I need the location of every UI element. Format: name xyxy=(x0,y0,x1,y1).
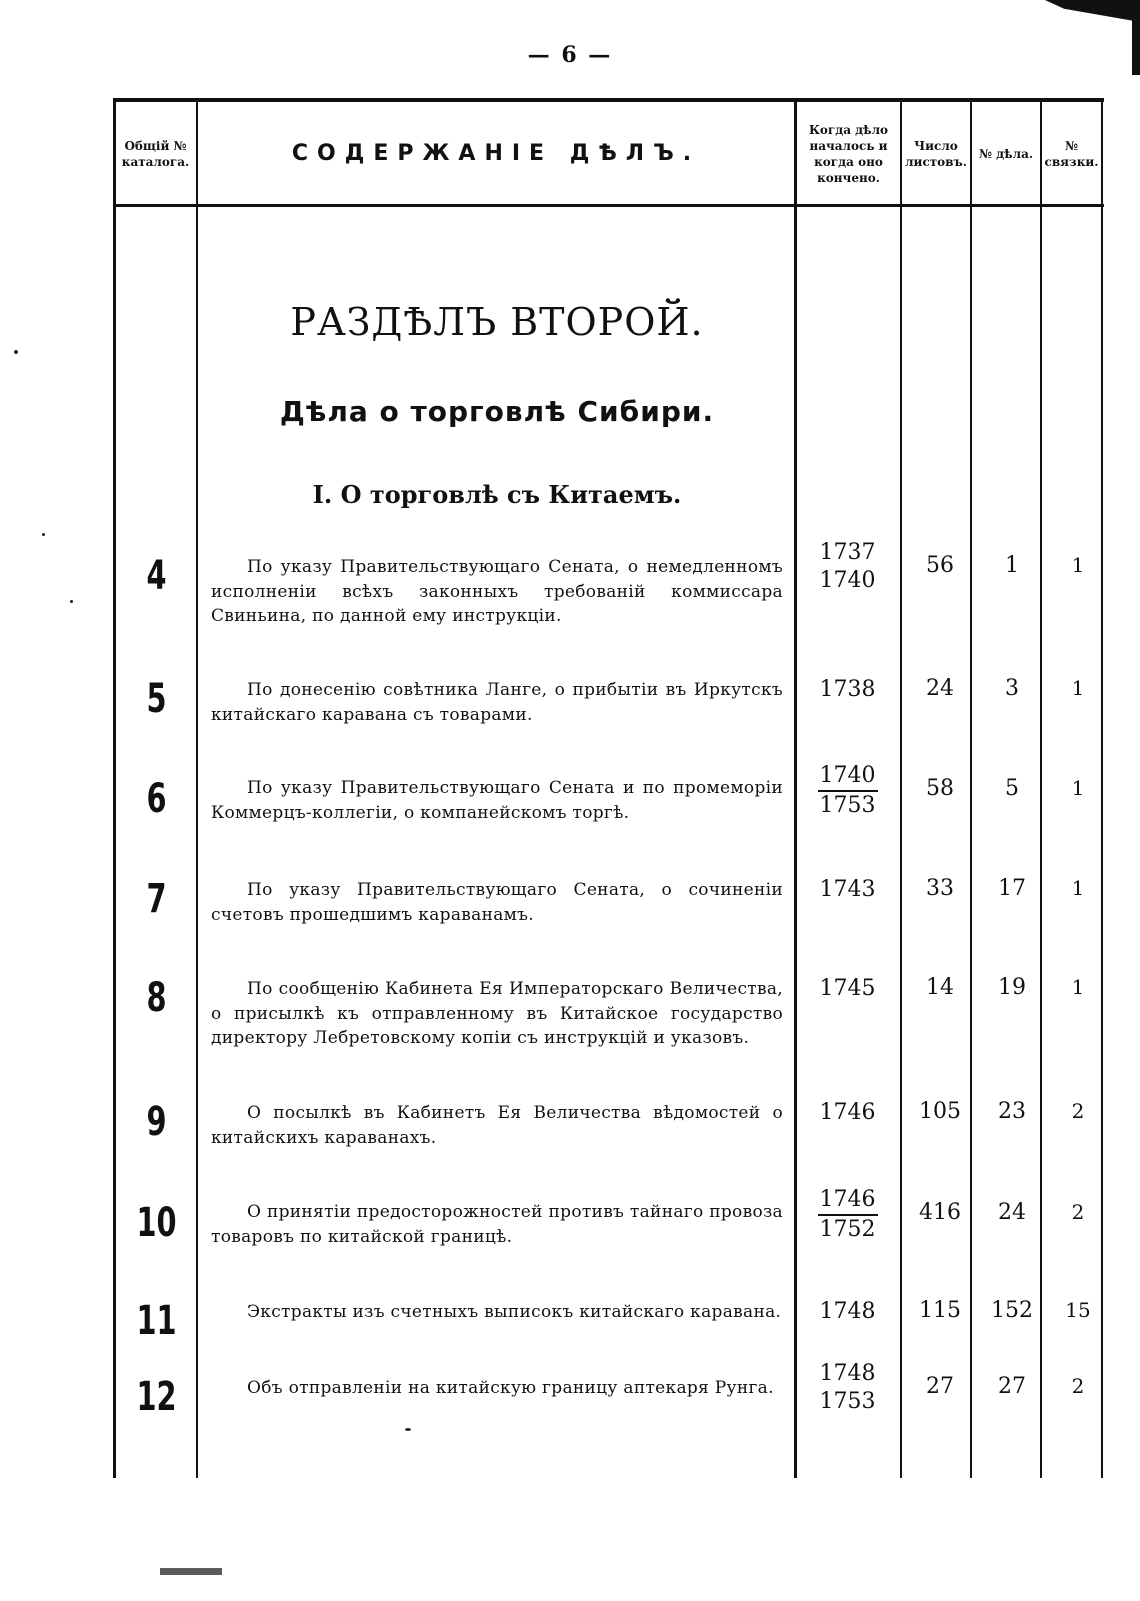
sheet-count: 115 xyxy=(919,1298,961,1323)
column-divider xyxy=(196,98,198,1478)
table-header-rule xyxy=(113,204,1104,207)
entry-dates xyxy=(800,1298,895,1326)
sheet-count: 416 xyxy=(919,1200,961,1225)
scan-speck xyxy=(70,600,73,603)
case-number: 5 xyxy=(1005,776,1019,801)
case-number: 17 xyxy=(998,876,1026,901)
sheet-count: 56 xyxy=(926,553,954,578)
entry-dates xyxy=(800,1099,895,1127)
entry-dates xyxy=(800,1360,895,1416)
entry-description: Объ отправленіи на китайскую границу аптекаря Рунга. xyxy=(247,1378,774,1398)
bundle-number: 1 xyxy=(1071,553,1085,577)
sheet-count: 58 xyxy=(926,776,954,801)
table-top-rule xyxy=(113,98,1104,102)
entry-dates xyxy=(800,1186,895,1244)
sheet-count: 105 xyxy=(919,1099,961,1124)
entry-description: По указу Правительствующаго Сената и по промеморіи Коммерцъ-коллегіи, о компанейскомъ торгѣ. xyxy=(211,778,783,823)
column-divider xyxy=(794,98,797,1478)
entry-dates xyxy=(800,876,895,904)
date-end: 1752 xyxy=(819,1217,876,1242)
scan-speck xyxy=(405,1428,411,1431)
date-end: 1740 xyxy=(819,568,876,593)
date-start: 1748 xyxy=(819,1361,876,1386)
sheet-count: 27 xyxy=(926,1374,954,1399)
date-end: 1753 xyxy=(819,793,876,818)
date-start: 1746 xyxy=(819,1100,876,1125)
case-number: 152 xyxy=(991,1298,1033,1323)
bundle-number: 2 xyxy=(1071,1200,1085,1224)
column-divider xyxy=(900,98,902,1478)
case-number: 23 xyxy=(998,1099,1026,1124)
page-number: — 6 — xyxy=(527,42,613,68)
date-start: 1748 xyxy=(819,1299,876,1324)
case-number: 1 xyxy=(1005,553,1019,578)
catalog-number: 12 xyxy=(136,1374,177,1420)
header-content: СОДЕРЖАНІЕ ДѢЛЪ. xyxy=(291,141,701,167)
scan-bottom-mark xyxy=(160,1568,222,1575)
date-start: 1743 xyxy=(819,877,876,902)
entry-description: По сообщенію Кабинета Ея Императорскаго Величества, о присылкѣ къ отправленному въ Китайское государство директору Лебретовскому копіи съ инструкцій и указовъ. xyxy=(211,979,783,1048)
header-case: № дѣла. xyxy=(978,146,1034,161)
date-start: 1738 xyxy=(819,677,876,702)
entry-dates xyxy=(800,975,895,1003)
catalog-number: 4 xyxy=(146,553,167,599)
sheet-count: 33 xyxy=(926,876,954,901)
header-catalog: Общій № каталога. xyxy=(121,138,190,169)
entry-dates xyxy=(800,539,895,595)
sheet-count: 14 xyxy=(926,975,954,1000)
date-start: 1737 xyxy=(819,540,876,565)
catalog-number: 5 xyxy=(146,676,167,722)
sheet-count: 24 xyxy=(926,676,954,701)
bundle-number: 1 xyxy=(1071,975,1085,999)
case-number: 3 xyxy=(1005,676,1019,701)
scan-speck xyxy=(14,350,18,354)
table-left-border xyxy=(113,98,116,1478)
bundle-number: 2 xyxy=(1071,1374,1085,1398)
scan-speck xyxy=(42,533,45,536)
section-subtitle: Дѣла о торговлѣ Сибири. xyxy=(279,395,715,428)
case-number: 19 xyxy=(998,975,1026,1000)
bundle-number: 2 xyxy=(1071,1099,1085,1123)
section-title: РАЗДѢЛЪ ВТОРОЙ. xyxy=(290,300,704,344)
case-number: 27 xyxy=(998,1374,1026,1399)
entry-description: По указу Правительствующаго Сената, о немедленномъ исполненіи всѣхъ законныхъ требованій коммиссара Свиньина, по данной ему инструкціи. xyxy=(211,557,783,626)
entry-description: Экстракты изъ счетныхъ выписокъ китайскаго каравана. xyxy=(247,1302,782,1322)
case-number: 24 xyxy=(998,1200,1026,1225)
entry-description: По указу Правительствующаго Сената, о сочиненіи счетовъ прошедшимъ караванамъ. xyxy=(211,880,783,925)
subsection-title: I. О торговлѣ съ Китаемъ. xyxy=(312,480,682,509)
catalog-number: 11 xyxy=(136,1298,177,1344)
bundle-number: 1 xyxy=(1071,676,1085,700)
catalog-number: 7 xyxy=(146,876,167,922)
entry-dates xyxy=(800,762,895,820)
date-start: 1745 xyxy=(819,976,876,1001)
entry-description: По донесенію совѣтника Ланге, о прибытіи въ Иркутскъ китайскаго каравана съ товарами. xyxy=(211,680,783,725)
bundle-number: 1 xyxy=(1071,776,1085,800)
header-dates: Когда дѣло началось и когда оно кончено. xyxy=(808,122,889,186)
entry-description: О посылкѣ въ Кабинетъ Ея Величества вѣдомостей о китайскихъ караванахъ. xyxy=(211,1103,783,1148)
entry-description: О принятіи предосторожностей противъ тайнаго провоза товаровъ по китайской границѣ. xyxy=(211,1202,783,1247)
catalog-number: 10 xyxy=(136,1200,177,1246)
date-end: 1753 xyxy=(819,1389,876,1414)
catalog-number: 9 xyxy=(146,1099,167,1145)
header-sheets: Число листовъ. xyxy=(905,138,967,169)
scan-corner-mark xyxy=(1045,0,1140,22)
catalog-number: 6 xyxy=(146,776,167,822)
date-start: 1746 xyxy=(818,1186,878,1216)
bundle-number: 15 xyxy=(1065,1298,1091,1322)
date-start: 1740 xyxy=(818,762,878,792)
bundle-number: 1 xyxy=(1071,876,1085,900)
header-bundle: № связки. xyxy=(1044,138,1099,169)
entry-dates xyxy=(800,676,895,704)
catalog-number: 8 xyxy=(146,975,167,1021)
